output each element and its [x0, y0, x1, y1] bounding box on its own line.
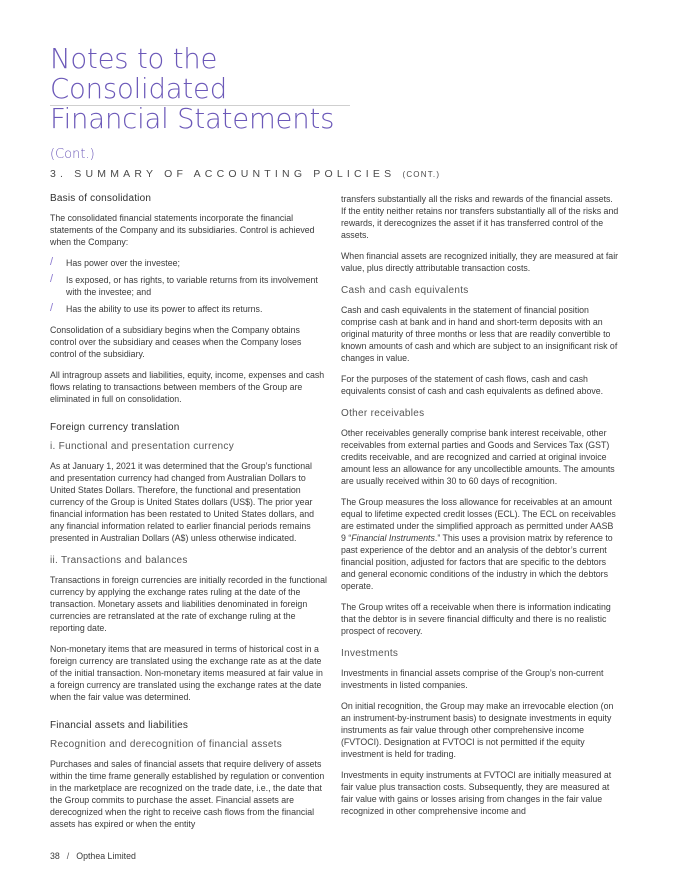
paragraph: When financial assets are recognized initially, they are measured at fair value, plus directly attributable transaction costs.: [341, 251, 619, 273]
paragraph: Non-monetary items that are measured in terms of historical cost in a foreign currency are translated using the exchange rate as at the date of the initial transaction. Non-monetary items measured at fair value in a foreign currency are translated using the exchange rates at the date when the fair value was determined.: [50, 644, 323, 702]
paragraph: Other receivables generally comprise bank interest receivable, other receivables from external parties and Goods and Services Tax (GST) credits receivable, and are recognized and carried at original invoice amount less an allowance for any uncollectible amounts. The amounts are usually received within 30 to 60 days of recognition.: [341, 428, 615, 486]
list-item-text: Is exposed, or has rights, to variable returns from its involvement with the investee; and: [66, 275, 318, 297]
paragraph: transfers substantially all the risks and rewards of the financial assets. If the entity neither retains nor transfers substantially all of the risks and rewards, it derecognizes the asset if it has transferred control of the assets.: [341, 194, 619, 240]
company-name: Opthea Limited: [76, 851, 136, 861]
paragraph: Transactions in foreign currencies are initially recorded in the functional currency by applying the exchange rates ruling at the date of the transaction. Monetary assets and liabilities denominated in foreign currencies are retranslated at the rate of exchange ruling at the reporting date.: [50, 575, 327, 633]
page-title-line2: Financial Statements: [50, 103, 335, 135]
slash-bullet-icon: /: [50, 256, 54, 268]
list-item: [50, 303, 328, 315]
list-item-text: Has power over the investee;: [66, 258, 180, 268]
paragraph: Cash and cash equivalents in the statement of financial position comprise cash at bank and in hand and short-term deposits with an original maturity of three months or less that are readily convertible to known amounts of cash and which are subject to an insignificant risk of changes in value.: [341, 305, 618, 363]
page-number: 38: [50, 851, 60, 861]
other-receivables-heading: Other receivables: [341, 408, 425, 419]
control-criteria-list: [50, 257, 328, 315]
foreign-currency-heading: Foreign currency translation: [50, 422, 180, 433]
slash-bullet-icon: /: [50, 273, 54, 285]
section-heading: [50, 168, 630, 180]
emphasis-text: Financial Instruments: [351, 533, 435, 543]
financial-assets-heading: Financial assets and liabilities: [50, 720, 189, 731]
paragraph: Consolidation of a subsidiary begins when the Company obtains control over the subsidiary and ceases when the Company loses control of the subsidiary.: [50, 325, 302, 359]
slash-bullet-icon: /: [50, 302, 54, 314]
recognition-subheading: Recognition and derecognition of financial assets: [50, 739, 283, 750]
paragraph: The Group writes off a receivable when there is information indicating that the debtor is in severe financial difficulty and there is no realistic prospect of recovery.: [341, 602, 611, 636]
left-column: [50, 193, 328, 839]
section-heading-suffix: (CONT.): [402, 170, 441, 179]
paragraph: For the purposes of the statement of cash flows, cash and cash equivalents consist of cash and cash equivalents as defined above.: [341, 374, 604, 396]
paragraph: [341, 496, 619, 592]
cash-equivalents-heading: Cash and cash equivalents: [341, 285, 469, 296]
text-run: The Group measures the loss allowance for receivables at an amount equal to lifetime expected credit losses (ECL). The ECL on receivables are estimated under the simplified approach as permitted under AASB 9 “: [341, 497, 616, 543]
paragraph: As at January 1, 2021 it was determined that the Group’s functional and presentation currency had changed from Australian Dollars to United States Dollars. Therefore, the functional and presentation currency of the Group is United States dollars (US$). The prior year financial information has been restated to United States dollars, and any financial information related to earlier financial periods remains presented in Australian Dollars (A$) unless otherwise indicated.: [50, 461, 315, 543]
investments-heading: Investments: [341, 648, 399, 659]
basis-of-consolidation-heading: Basis of consolidation: [50, 193, 152, 204]
page-title-line1: Notes to the Consolidated: [50, 43, 227, 105]
footer-separator: /: [66, 851, 70, 861]
paragraph: Purchases and sales of financial assets that require delivery of assets within the time frame generally established by regulation or convention in the marketplace are recognized on the trade date, i.e., the date that the Group commits to purchase the asset. Financial assets are derecognized when the right to receive cash flows from the financial assets has expired or when the entity: [50, 759, 325, 829]
page-footer: [50, 851, 136, 861]
section-heading-text: 3. SUMMARY OF ACCOUNTING POLICIES: [50, 168, 396, 180]
paragraph: The consolidated financial statements incorporate the financial statements of the Company and its subsidiaries. Control is achieved when the Company:: [50, 213, 315, 247]
title-divider: [50, 105, 350, 106]
paragraph: Investments in equity instruments at FVTOCI are initially measured at fair value plus transaction costs. Subsequently, they are measured at fair value with gains or losses arising from changes in the fair value recognized in other comprehensive income and: [341, 770, 612, 816]
transactions-balances-subheading: ii. Transactions and balances: [50, 555, 188, 566]
page-title: [50, 44, 380, 170]
functional-currency-subheading: i. Functional and presentation currency: [50, 441, 235, 452]
list-item: [50, 257, 328, 269]
list-item-text: Has the ability to use its power to affect its returns.: [66, 304, 263, 314]
paragraph: On initial recognition, the Group may make an irrevocable election (on an instrument-by-instrument basis) to designate investments in equity instruments as fair value through other comprehensive income (FVTOCI). Designation at FVTOCI is not permitted if the equity investment is held for trading.: [341, 701, 614, 759]
text-run: .” This uses a provision matrix by reference to past experience of the debtor and an analysis of the debtor’s current financial position, adjusted for factors that are specific to the debtors and general economic conditions of the industry in which the debtors operate.: [341, 533, 613, 591]
page-title-suffix: (Cont.): [50, 147, 95, 162]
right-column: [341, 193, 619, 826]
paragraph: Investments in financial assets comprise of the Group’s non-current investments in listed companies.: [341, 668, 604, 690]
paragraph: All intragroup assets and liabilities, equity, income, expenses and cash flows relating to transactions between members of the Group are eliminated in full on consolidation.: [50, 370, 325, 404]
list-item: [50, 274, 328, 298]
